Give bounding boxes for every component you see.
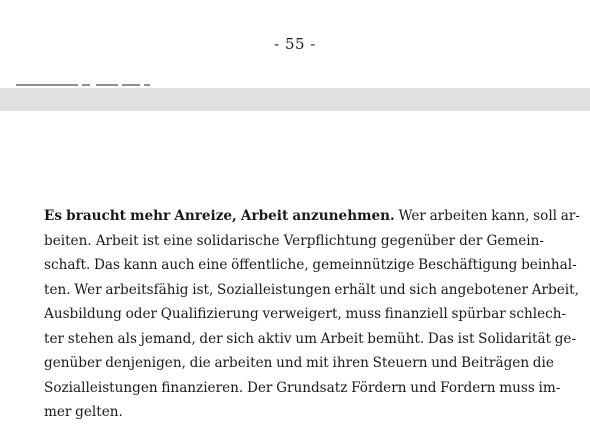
paragraph-line-3: schaft. Das kann auch eine öffentliche, gemeinnützige Beschäftigung beinhal- — [44, 257, 577, 273]
paragraph-line-8: Sozialleistungen finanzieren. Der Grundsatz Fördern und Fordern muss im- — [44, 379, 561, 396]
paragraph-line-2: beiten. Arbeit ist eine solidarische Verpflichtung gegenüber der Gemein- — [44, 232, 544, 249]
paragraph-line-1 — [44, 204, 580, 229]
page-separator — [0, 88, 590, 111]
paragraph-line-4: ten. Wer arbeitsfähig ist, Sozialleistungen erhält und sich angebotener Arbeit, — [44, 281, 579, 298]
paragraph-line-5: Ausbildung oder Qualifizierung verweigert, muss finanziell spürbar schlech- — [44, 306, 567, 322]
paragraph-line-1-text: Wer arbeiten kann, soll ar- — [394, 208, 580, 224]
previous-page-bottom — [0, 0, 590, 88]
paragraph-lead: Es braucht mehr Anreize, Arbeit anzunehmen. — [44, 208, 395, 224]
cut-off-text-line — [16, 80, 156, 88]
page-number: - 55 - — [274, 35, 316, 53]
paragraph-line-6: ter stehen als jemand, der sich aktiv um Arbeit bemüht. Das ist Solidarität ge- — [44, 330, 577, 347]
paragraph-line-7: genüber denjenigen, die arbeiten und mit ihren Steuern und Beiträgen die — [44, 355, 554, 371]
paragraph-line-9: mer gelten. — [44, 404, 123, 420]
body-paragraph — [44, 204, 580, 425]
